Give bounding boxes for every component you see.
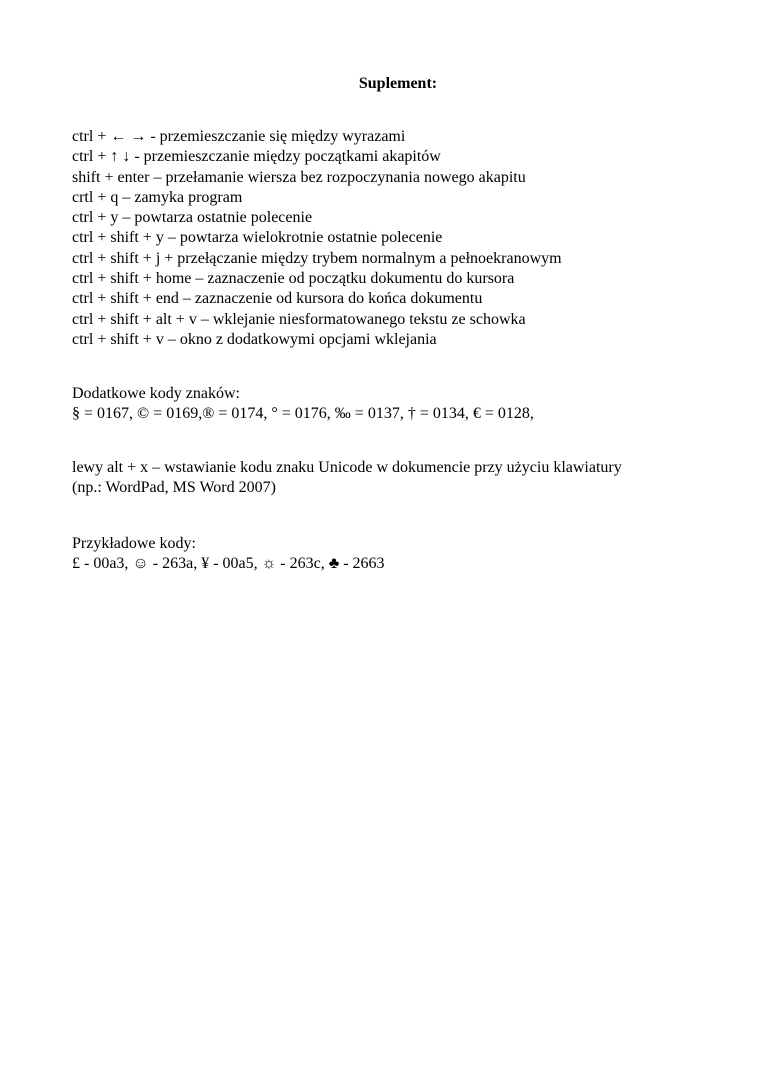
list-item: ctrl + ↑ ↓ - przemieszczanie między początkami akapitów — [72, 148, 441, 166]
shortcut-list — [72, 127, 732, 350]
example-codes-heading: Przykładowe kody: — [72, 535, 196, 552]
extra-codes-heading: Dodatkowe kody znaków: — [72, 385, 240, 402]
list-item: ctrl + ← → - przemieszczanie się między wyrazami — [72, 128, 406, 145]
list-item: ctrl + y – powtarza ostatnie polecenie — [72, 209, 313, 227]
example-codes-section — [72, 534, 732, 575]
extra-codes-line: § = 0167, © = 0169,® = 0174, ° = 0176, ‰ = 0137, † = 0134, € = 0128, — [72, 405, 534, 423]
page-title: Suplement: — [358, 75, 438, 92]
unicode-note-section — [72, 458, 732, 499]
list-item: ctrl + shift + end – zaznaczenie od kursora do końca dokumentu — [72, 290, 483, 308]
list-item: ctrl + shift + alt + v – wklejanie niesformatowanego tekstu ze schowka — [72, 310, 526, 328]
unicode-note-line: (np.: WordPad, MS Word 2007) — [72, 479, 276, 497]
list-item: ctrl + shift + home – zaznaczenie od początku dokumentu do kursora — [72, 270, 515, 288]
list-item: ctrl + shift + v – okno z dodatkowymi opcjami wklejania — [72, 330, 437, 348]
example-codes-line: £ - 00a3, ☺ - 263a, ¥ - 00a5, ☼ - 263c, ♣ - 2663 — [72, 555, 385, 573]
list-item: ctrl + shift + y – powtarza wielokrotnie ostatnie polecenie — [72, 229, 443, 247]
list-item: shift + enter – przełamanie wiersza bez rozpoczynania nowego akapitu — [72, 168, 526, 186]
list-item: ctrl + shift + j + przełączanie między trybem normalnym a pełnoekranowym — [72, 249, 562, 267]
list-item: crtl + q – zamyka program — [72, 188, 243, 206]
extra-codes-section — [72, 384, 732, 425]
unicode-note-line: lewy alt + x – wstawianie kodu znaku Unicode w dokumencie przy użyciu klawiatury — [72, 459, 622, 476]
